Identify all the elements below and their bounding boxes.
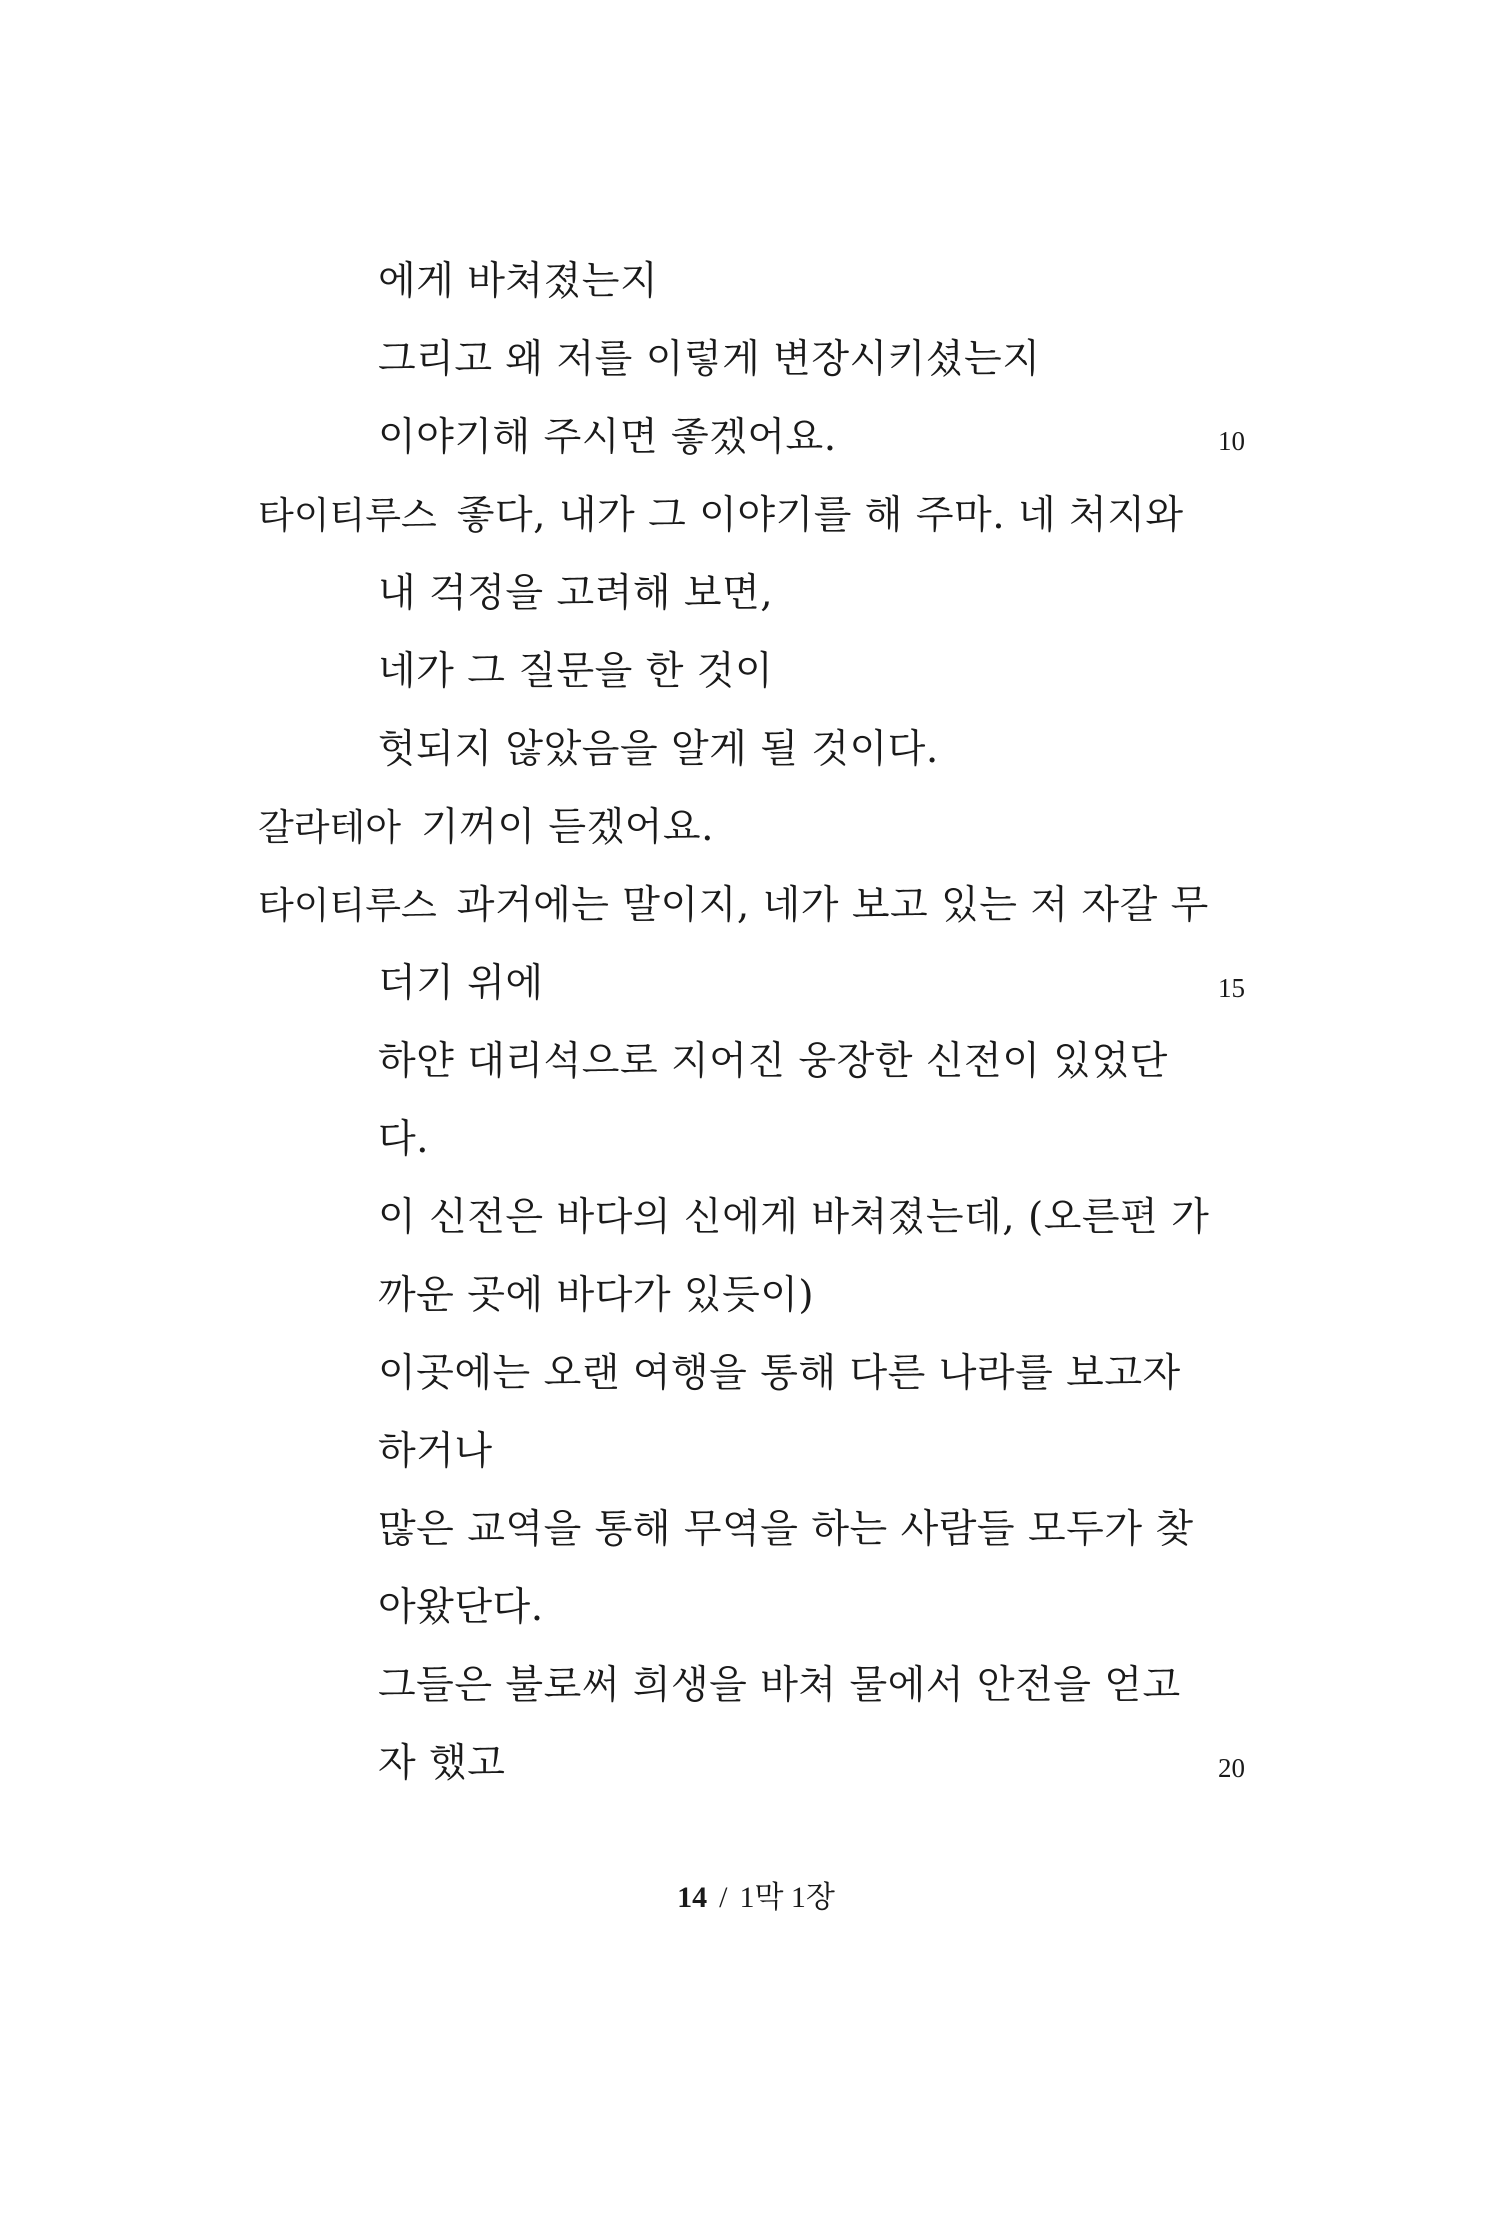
verse-line: 이야기해 주시면 좋겠어요. xyxy=(378,415,837,460)
section-label: 1막 1장 xyxy=(739,1881,835,1914)
verse-line: 하얀 대리석으로 지어진 웅장한 신전이 있었단 xyxy=(378,1039,1168,1084)
line-number: 10 xyxy=(1218,426,1245,456)
verse-line: 많은 교역을 통해 무역을 하는 사람들 모두가 찾 xyxy=(378,1507,1194,1552)
verse-line: 헛되지 않았음을 알게 될 것이다. xyxy=(378,727,939,772)
verse-line: 그들은 불로써 희생을 바쳐 물에서 안전을 얻고 xyxy=(378,1663,1181,1708)
line-number: 15 xyxy=(1218,973,1245,1003)
verse-line: 이 신전은 바다의 신에게 바쳐졌는데, (오른편 가 xyxy=(378,1195,1210,1240)
verse-line: 하거나 xyxy=(378,1429,493,1474)
dialogue-text: 기꺼이 듣겠어요. xyxy=(420,805,714,850)
verse-line: 이곳에는 오랜 여행을 통해 다른 나라를 보고자 xyxy=(378,1351,1181,1396)
verse-line: 네가 그 질문을 한 것이 xyxy=(378,649,774,694)
speaker-name: 갈라테아 xyxy=(258,806,401,849)
verse-line: 그리고 왜 저를 이렇게 변장시키셨는지 xyxy=(378,337,1041,382)
verse-line: 아왔단다. xyxy=(378,1585,544,1630)
verse-line: 까운 곳에 바다가 있듯이) xyxy=(378,1273,815,1318)
verse-line: 내 걱정을 고려해 보면, xyxy=(378,571,774,616)
verse-line: 자 했고 xyxy=(378,1741,506,1786)
speaker-name: 타이티루스 xyxy=(258,494,437,537)
verse-line: 다. xyxy=(378,1117,430,1162)
verse-line: 에게 바쳐졌는지 xyxy=(378,259,659,304)
dialogue-text: 좋다, 내가 그 이야기를 해 주마. 네 처지와 xyxy=(456,493,1184,538)
verse-line: 더기 위에 xyxy=(378,961,544,1006)
footer-separator: / xyxy=(719,1881,728,1914)
dialogue-text: 과거에는 말이지, 네가 보고 있는 저 자갈 무 xyxy=(456,883,1209,928)
line-number: 20 xyxy=(1218,1753,1245,1783)
page-footer xyxy=(0,1883,1512,1913)
speaker-name: 타이티루스 xyxy=(258,884,437,927)
page-number: 14 xyxy=(677,1881,708,1914)
dialogue-line xyxy=(258,805,714,850)
dialogue-line xyxy=(258,883,1209,928)
dialogue-line xyxy=(258,493,1184,538)
